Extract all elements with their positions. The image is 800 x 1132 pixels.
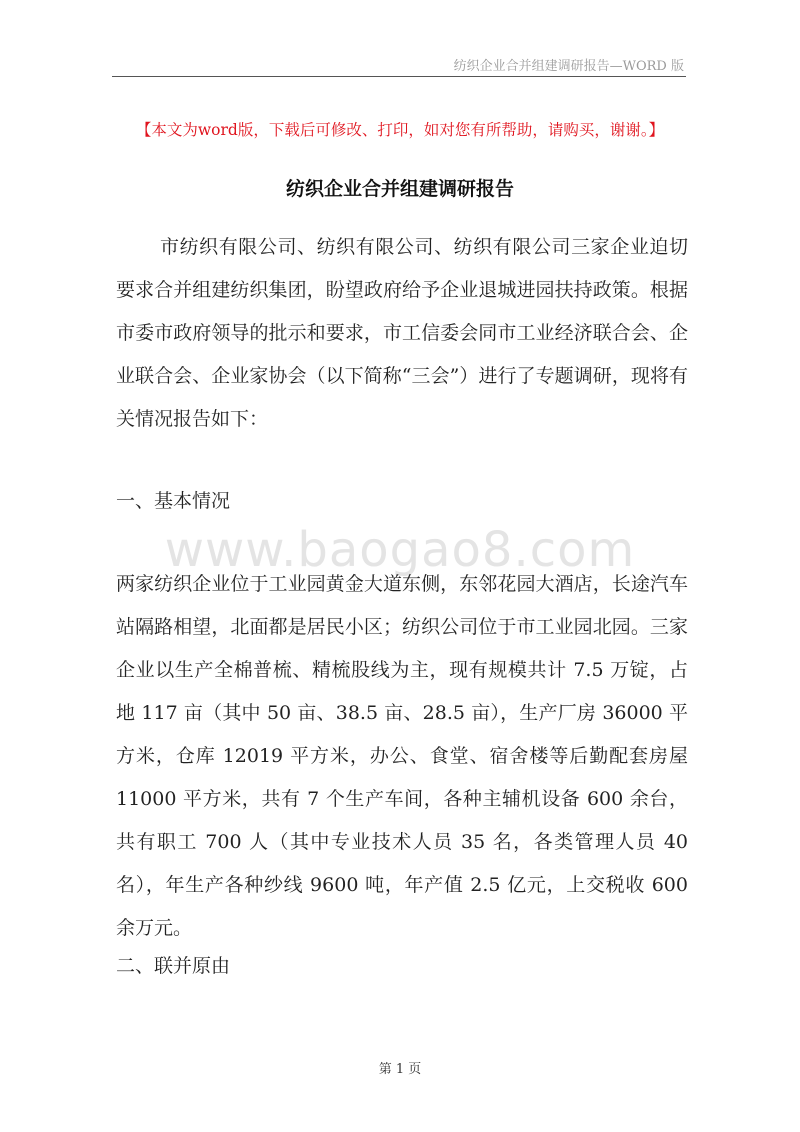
intro-paragraph: 市纺织有限公司、纺织有限公司、纺织有限公司三家企业迫切要求合并组建纺织集团，盼望政府给予企业退城进园扶持政策。根据市委市政府领导的批示和要求，市工信委会同市工业经济联合会、企业联合会、企业家协会（以下简称“三会”）进行了专题调研，现将有关情况报告如下： bbox=[116, 236, 688, 430]
basic-situation-paragraph: 两家纺织企业位于工业园黄金大道东侧，东邻花园大酒店，长途汽车站隔路相望，北面都是居民小区；纺织公司位于市工业园北园。三家企业以生产全棉普梳、精梳股线为主，现有规模共计 7.5 万锭，占地 117 亩（其中 50 亩、38.5 亩、28.5 亩），生产厂房 36000 平方米，仓库 12019 平方米，办公、食堂、宿舍楼等后勤配套房屋 11000 平方米，共有 7 个生产车间，各种主辅机设备 600 余台，共有职工 700 人（其中专业技术人员 35 名，各类管理人员 40 名），年生产各种纱线 9600 吨，年产值 2.5 亿元，上交税收 600 余万元。 bbox=[116, 573, 688, 939]
watermark: www.baogao8.com bbox=[164, 522, 636, 578]
section-heading-basic-situation: 一、基本情况 bbox=[116, 490, 231, 512]
document-title: 纺织企业合并组建调研报告 bbox=[285, 178, 514, 200]
page-number: 第 1 页 bbox=[378, 1062, 422, 1077]
header-divider bbox=[112, 76, 686, 77]
running-header: 纺织企业合并组建调研报告—WORD 版 bbox=[453, 59, 684, 74]
purchase-notice: 【本文为word版，下载后可修改、打印，如对您有所帮助，请购买，谢谢。】 bbox=[135, 121, 665, 139]
section-heading-merger-reason: 二、联并原由 bbox=[116, 955, 231, 977]
